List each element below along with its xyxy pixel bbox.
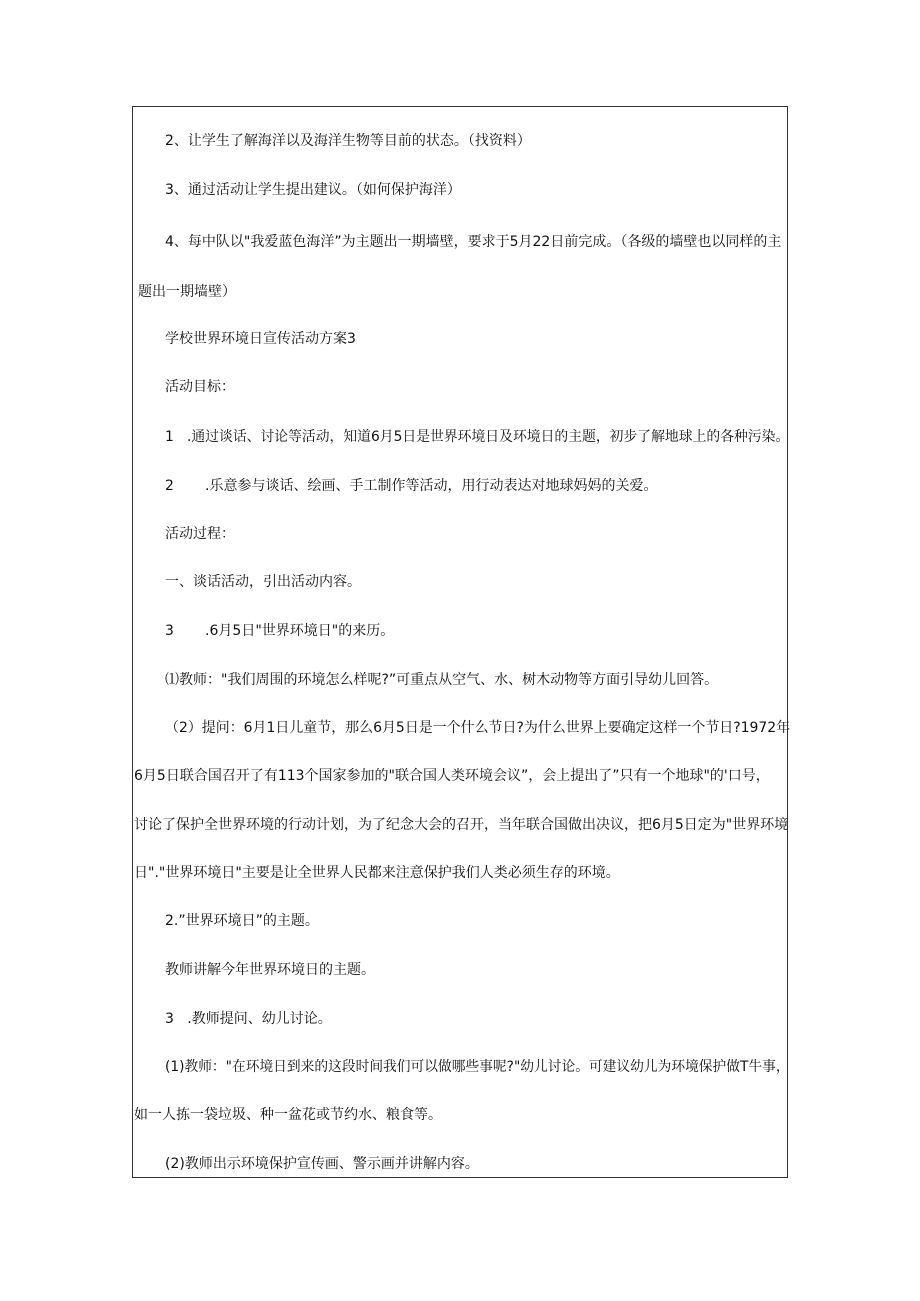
paragraph-line: 3、通过活动让学生提出建议。（如何保护海洋） bbox=[165, 182, 461, 198]
paragraph-line: 题出一期墙壁） bbox=[138, 284, 236, 300]
paragraph-line: 一、谈话活动，引出活动内容。 bbox=[165, 574, 361, 590]
paragraph-line: 活动过程： bbox=[165, 526, 235, 542]
paragraph-line: 如一人拣一袋垃圾、种一盆花或节约水、粮食等。 bbox=[134, 1107, 442, 1123]
paragraph-line: 日"."世界环境日"主要是让全世界人民都来注意保护我们人类必须生存的环境。 bbox=[134, 865, 620, 881]
list-item: 3 .6月5日"世界环境日"的来历。 bbox=[165, 623, 395, 639]
paragraph-line: 2.”世界环境日”的主题。 bbox=[165, 913, 319, 929]
paragraph-line: 教师讲解今年世界环境日的主题。 bbox=[165, 962, 375, 978]
list-item: 3 .教师提问、幼儿讨论。 bbox=[165, 1011, 332, 1027]
list-item: 2 .乐意参与谈话、绘画、手工制作等活动，用行动表达对地球妈妈的关爱。 bbox=[165, 478, 658, 494]
paragraph-line: （2）提问：6月1日儿童节，那么6月5日是一个什么节日?为什么世界上要确定这样一个节日?1972年 bbox=[165, 720, 791, 736]
paragraph-line: (2)教师出示环境保护宣传画、警示画并讲解内容。 bbox=[165, 1156, 479, 1172]
paragraph-line: 2、让学生了解海洋以及海洋生物等目前的状态。（找资料） bbox=[165, 133, 531, 149]
paragraph-line: 6月5日联合国召开了有113个国家参加的"联合国人类环境会议”，会上提出了”只有一个地球"的'口号， bbox=[134, 768, 770, 784]
paragraph-line: 活动目标： bbox=[165, 379, 235, 395]
list-item: 1 .通过谈话、讨论等活动，知道6月5日是世界环境日及环境日的主题，初步了解地球上的各种污染。 bbox=[165, 429, 790, 445]
paragraph-line: 讨论了保护全世界环境的行动计划，为了纪念大会的召开，当年联合国做出决议，把6月5日定为"世界环境 bbox=[134, 817, 789, 833]
section-heading: 学校世界环境日宣传活动方案3 bbox=[165, 331, 356, 347]
paragraph-line: (1)教师："在环境日到来的这段时间我们可以做哪些事呢?"幼儿讨论。可建议幼儿为环境保护做T牛事， bbox=[165, 1059, 790, 1075]
paragraph-line: ⑴教师："我们周围的环境怎么样呢?”可重点从空气、水、树木动物等方面引导幼儿回答。 bbox=[165, 672, 719, 688]
paragraph-line: 4、每中队以"我爱蓝色海洋”为主题出一期墙壁，要求于5月22日前完成。（各级的墙壁也以同样的主 bbox=[165, 234, 782, 250]
